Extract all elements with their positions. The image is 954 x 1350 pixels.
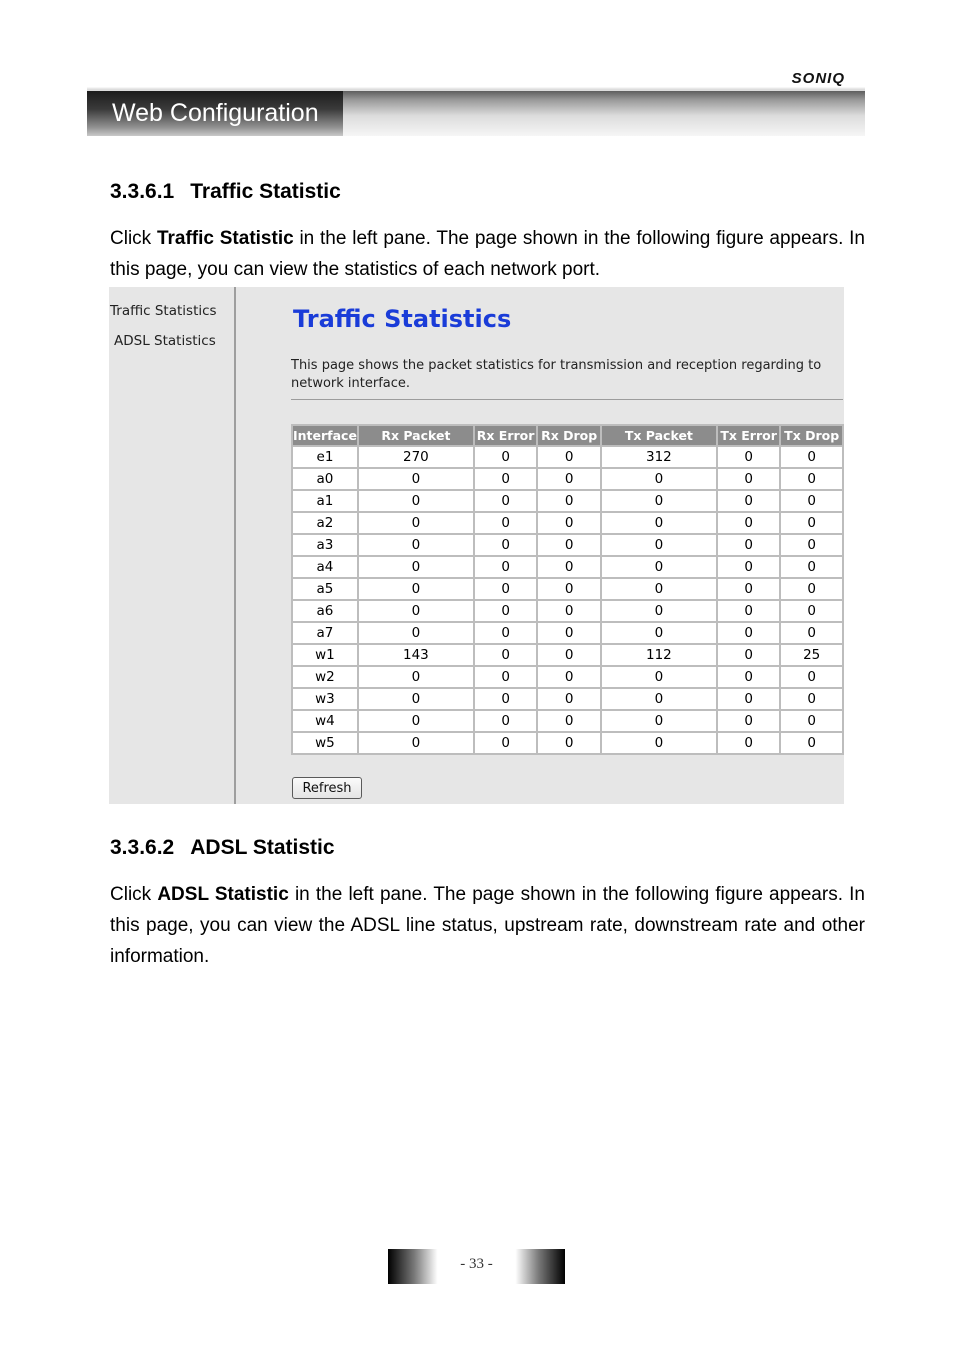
section-title: Traffic Statistic [190,180,341,203]
stat-cell: 0 [602,579,716,599]
table-row [293,601,842,621]
stat-cell: 0 [602,469,716,489]
table-row [293,733,842,753]
interface-cell: a5 [293,579,357,599]
stat-cell: 0 [475,447,537,467]
section-title: ADSL Statistic [190,836,335,859]
stat-cell: 270 [359,447,473,467]
column-header: Tx Error [718,426,780,445]
interface-cell: w3 [293,689,357,709]
stat-cell: 0 [718,513,780,533]
stat-cell: 112 [602,645,716,665]
stat-cell: 0 [718,667,780,687]
stat-cell: 0 [602,711,716,731]
stat-cell: 0 [718,711,780,731]
section-number: 3.3.6.2 [110,836,175,859]
stat-cell: 0 [538,645,600,665]
stat-cell: 0 [359,601,473,621]
stat-cell: 0 [475,667,537,687]
stat-cell: 0 [475,711,537,731]
divider [291,399,843,400]
stat-cell: 0 [538,469,600,489]
stat-cell: 143 [359,645,473,665]
table-row [293,667,842,687]
stat-cell: 0 [781,579,842,599]
stat-cell: 0 [475,491,537,511]
stat-cell: 0 [538,623,600,643]
stat-cell: 0 [781,623,842,643]
stat-cell: 0 [538,491,600,511]
interface-cell: a6 [293,601,357,621]
page-header-title: Web Configuration [112,99,319,127]
para-text: in the left pane. The page shown in the following figure appears. In this page, you can view the statistics of each network port. [110,228,865,280]
stat-cell: 0 [602,513,716,533]
stat-cell: 0 [475,469,537,489]
stat-cell: 0 [781,557,842,577]
stat-cell: 0 [781,535,842,555]
stat-cell: 0 [602,535,716,555]
para-bold-term: ADSL Statistic [157,884,289,905]
refresh-button[interactable]: Refresh [292,777,362,799]
stat-cell: 0 [781,733,842,753]
nav-divider [234,287,236,804]
section-heading-traffic [110,180,341,204]
stat-cell: 0 [475,579,537,599]
table-row [293,579,842,599]
table-row [293,711,842,731]
stat-cell: 0 [602,667,716,687]
stat-cell: 0 [359,579,473,599]
stat-cell: 0 [538,579,600,599]
table-row [293,469,842,489]
para-text: Click [110,884,158,905]
stat-cell: 0 [538,513,600,533]
stat-cell: 0 [718,557,780,577]
stat-cell: 0 [359,535,473,555]
stat-cell: 0 [781,469,842,489]
stat-cell: 0 [781,601,842,621]
stat-cell: 0 [538,601,600,621]
stat-cell: 0 [602,733,716,753]
stat-cell: 0 [718,469,780,489]
table-row [293,623,842,643]
stat-cell: 0 [359,557,473,577]
stat-cell: 0 [475,557,537,577]
stat-cell: 0 [538,667,600,687]
interface-cell: w1 [293,645,357,665]
stat-cell: 0 [359,711,473,731]
stat-cell: 0 [718,733,780,753]
stat-cell: 0 [781,447,842,467]
section-paragraph-traffic [110,223,865,285]
screenshot-page-title: Traffic Statistics [293,305,512,333]
para-text: in the left pane. The page shown in the following figure appears. In this page, you can view the ADSL line status, upstream rate, downstream rate and other information. [110,884,865,967]
stat-cell: 0 [781,513,842,533]
stat-cell: 0 [475,513,537,533]
stat-cell: 25 [781,645,842,665]
stat-cell: 0 [781,491,842,511]
table-row [293,447,842,467]
stat-cell: 0 [538,711,600,731]
stat-cell: 0 [781,667,842,687]
column-header: Rx Error [476,428,535,443]
stat-cell: 0 [718,645,780,665]
traffic-statistics-screenshot [109,287,844,804]
table-row [293,557,842,577]
stat-cell: 0 [602,689,716,709]
table-row [293,689,842,709]
stat-cell: 0 [359,469,473,489]
stat-cell: 0 [718,447,780,467]
stat-cell: 0 [602,601,716,621]
stat-cell: 0 [475,645,537,665]
section-paragraph-adsl [110,879,865,972]
column-header: Rx Drop [538,426,600,445]
interface-cell: e1 [293,447,357,467]
column-header: Rx Packet [359,426,473,445]
traffic-statistics-table [291,424,844,755]
interface-cell: a2 [293,513,357,533]
stat-cell: 0 [475,535,537,555]
table-row [293,491,842,511]
interface-cell: a4 [293,557,357,577]
table-row [293,513,842,533]
stat-cell: 0 [538,689,600,709]
stat-cell: 0 [602,557,716,577]
column-header: Tx Drop [781,426,842,445]
interface-cell: a3 [293,535,357,555]
section-number: 3.3.6.1 [110,180,175,203]
interface-cell: w2 [293,667,357,687]
stat-cell: 0 [718,491,780,511]
table-row [293,645,842,665]
interface-cell: w4 [293,711,357,731]
stat-cell: 0 [538,557,600,577]
stat-cell: 0 [718,579,780,599]
stat-cell: 0 [359,623,473,643]
stat-cell: 0 [602,623,716,643]
stat-cell: 0 [475,601,537,621]
stat-cell: 0 [781,711,842,731]
stat-cell: 312 [602,447,716,467]
stat-cell: 0 [359,667,473,687]
interface-cell: a7 [293,623,357,643]
stat-cell: 0 [359,513,473,533]
stat-cell: 0 [538,535,600,555]
brand-logo: SONIQ [791,70,845,87]
para-text: Click [110,228,157,249]
interface-cell: a1 [293,491,357,511]
table-header-row [293,426,842,445]
table-row [293,535,842,555]
nav-link-adsl-statistics[interactable]: ADSL Statistics [114,333,216,349]
page-number: - 33 - [460,1256,493,1272]
section-heading-adsl [110,836,335,860]
stat-cell: 0 [718,623,780,643]
column-header: Tx Packet [602,426,716,445]
stat-cell: 0 [359,491,473,511]
column-header: Interface [293,428,357,443]
stat-cell: 0 [602,491,716,511]
nav-link-traffic-statistics[interactable]: Traffic Statistics [110,303,217,319]
stat-cell: 0 [538,733,600,753]
stat-cell: 0 [475,733,537,753]
stat-cell: 0 [718,601,780,621]
stat-cell: 0 [475,623,537,643]
stat-cell: 0 [781,689,842,709]
para-bold-term: Traffic Statistic [156,228,294,249]
stat-cell: 0 [359,689,473,709]
stat-cell: 0 [718,535,780,555]
stat-cell: 0 [718,689,780,709]
stat-cell: 0 [359,733,473,753]
interface-cell: a0 [293,469,357,489]
stat-cell: 0 [475,689,537,709]
stat-cell: 0 [538,447,600,467]
screenshot-description: This page shows the packet statistics for transmission and reception regarding to network interface. [291,358,822,391]
interface-cell: w5 [293,733,357,753]
